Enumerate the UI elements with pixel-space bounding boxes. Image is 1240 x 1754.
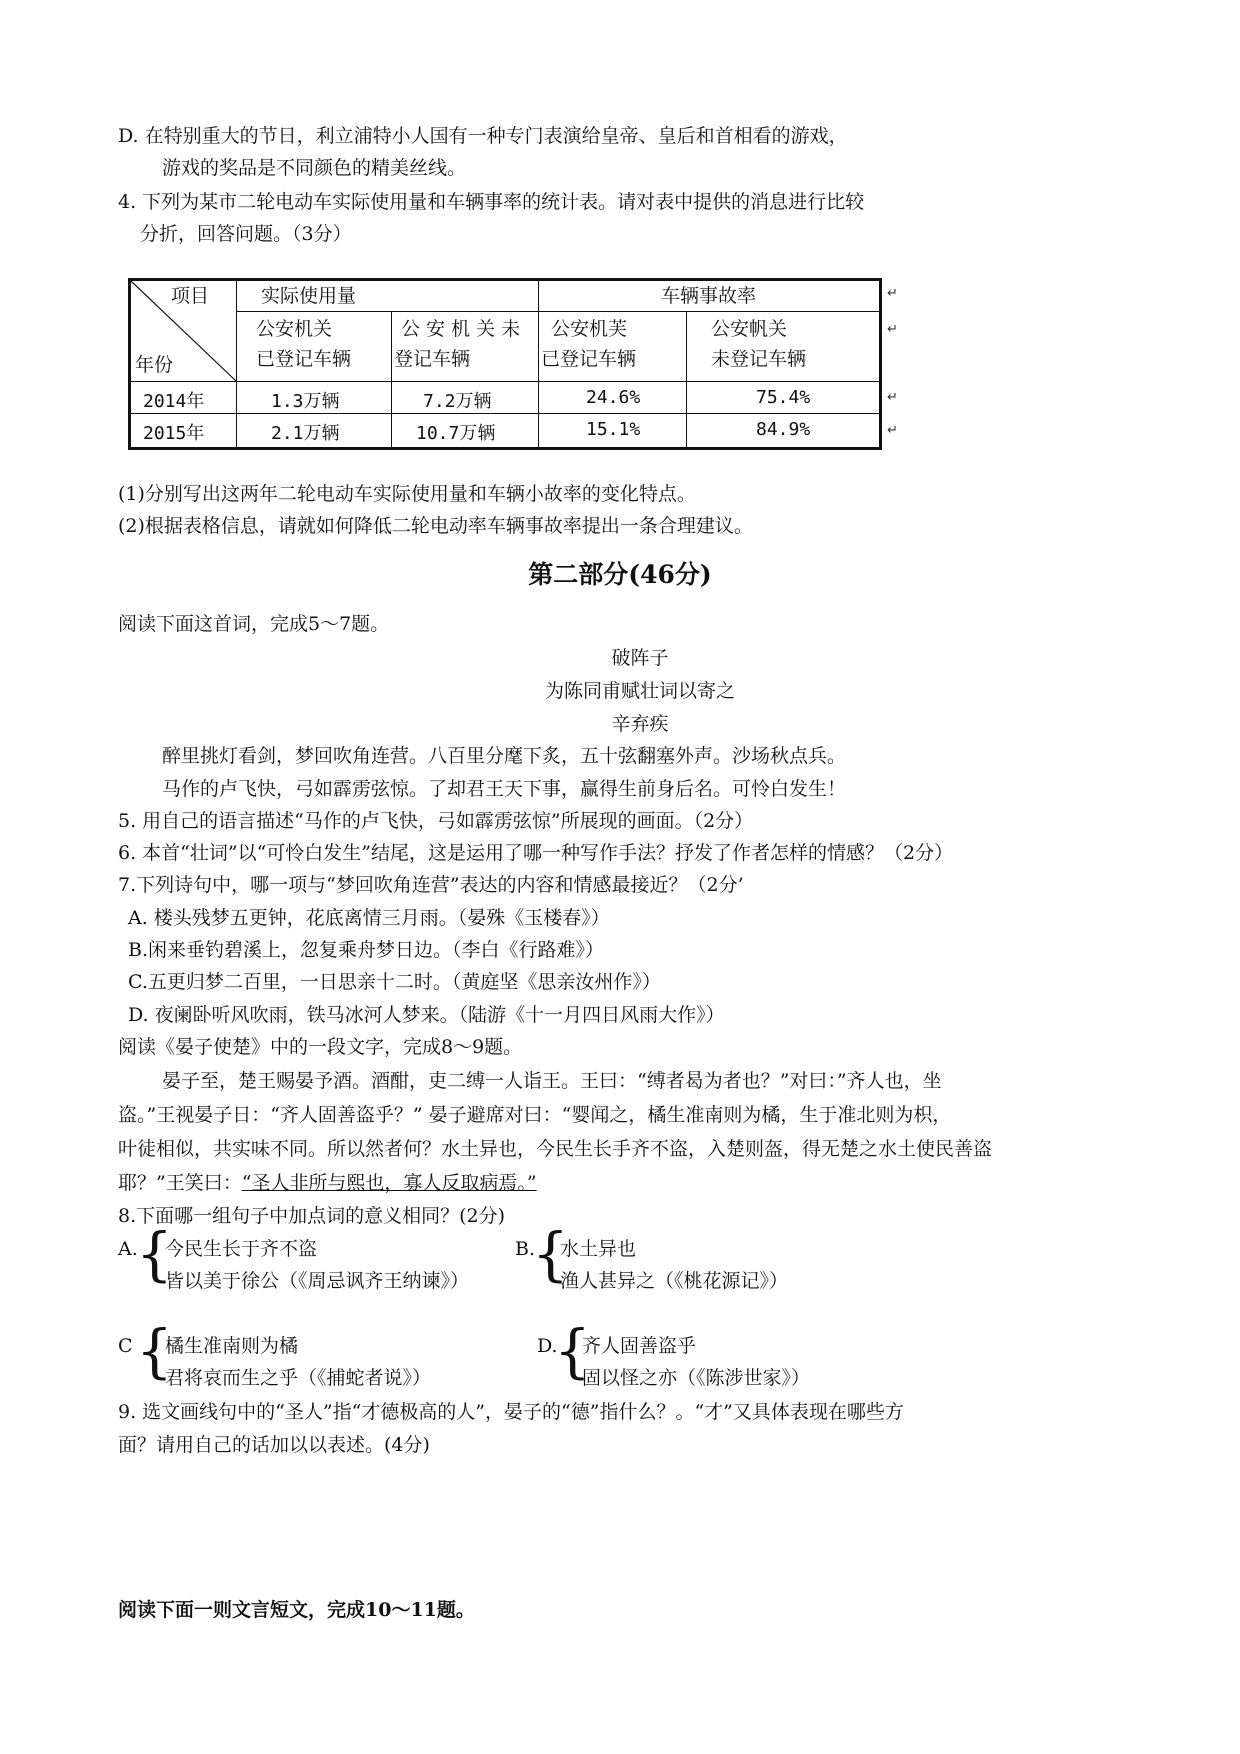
q7-option-d: D. 夜阑卧听风吹雨，铁马冰河人梦来。（陆游《十一月四日风雨大作》） — [128, 1004, 725, 1026]
q8-option-c-sentence1: 橘生准南则为橘 — [165, 1335, 299, 1357]
q8-option-b-sentence1: 水土异也 — [560, 1238, 637, 1260]
col4-header-line2: 未登记车辆 — [711, 348, 807, 370]
q7-option-b: B.闲来垂钓碧溪上，忽复乘舟梦日边。（李白《行路难》） — [128, 939, 605, 961]
q8-option-d-sentence2: 固以怪之亦（《陈涉世家》） — [582, 1367, 811, 1389]
row2-unregistered-usage: 10.7万辆 — [416, 423, 496, 444]
col1-header-line2: 已登记车辆 — [256, 348, 352, 370]
brace-icon: { — [136, 1220, 173, 1288]
row1-unregistered-rate: 75.4% — [756, 387, 811, 408]
q8-option-a-sentence1: 今民生长于齐不盗 — [165, 1238, 318, 1260]
q8-option-b-sentence2: 渔人甚异之（《桃花源记》） — [560, 1270, 789, 1292]
col2-header-line2: 登记车辆 — [394, 348, 471, 370]
q4-sub2: (2)根据表格信息，请就如何降低二轮电动率车辆事故率提出一条合理建议。 — [118, 515, 753, 537]
q3-option-d-line1: D. 在特别重大的节日，利立浦特小人国有一种专门表演给皇帝、皇后和首相看的游戏， — [118, 125, 848, 147]
q5: 5. 用自己的语言描述“马作的卢飞快，弓如霹雳弦惊”所展现的画面。（2分） — [118, 810, 754, 832]
poem-title: 破阵子 — [611, 647, 669, 669]
group-header-accident-rate: 车辆事故率 — [661, 285, 757, 307]
q8-option-b-label: B. — [515, 1238, 536, 1260]
brace-icon: { — [136, 1317, 173, 1385]
q8-option-d-sentence1: 齐人固善盗乎 — [582, 1335, 697, 1357]
poem-line1: 醉里挑灯看剑，梦回吹角连营。八百里分麾下炙，五十弦翻塞外声。沙场秋点兵。 — [162, 745, 847, 767]
q8-option-d-label: D. — [537, 1335, 558, 1357]
underlined-sentence: “圣人非所与熙也，寡人反取病焉。” — [241, 1172, 537, 1194]
corner-header-project: 项目 — [171, 285, 210, 307]
q3-option-d-line2: 游戏的奖品是不同颜色的精美丝线。 — [162, 157, 467, 179]
poem-author: 辛弃疾 — [611, 713, 669, 735]
q8-option-a-sentence2: 皆以美于徐公（《周忌讽齐王纳谏》） — [165, 1270, 470, 1292]
col1-header-line1: 公安机关 — [256, 318, 333, 340]
q7-option-c: C.五更归梦二百里，一日思亲十二时。（黄庭坚《思亲汝州作》） — [128, 971, 661, 993]
q4-sub1: (1)分别写出这两年二轮电动车实际使用量和车辆小故率的变化特点。 — [118, 483, 696, 505]
return-mark: ↵ — [887, 423, 898, 438]
row2-registered-usage: 2.1万辆 — [271, 423, 340, 444]
brace-icon: { — [532, 1220, 569, 1288]
poem-line2: 马作的卢飞快，弓如霹雳弦惊。了却君王天下事，赢得生前身后名。可怜白发生！ — [162, 778, 847, 800]
passage-line4-lead: 耶？”王笑曰： — [118, 1172, 242, 1194]
part-two-title: 第二部分(46分) — [528, 560, 712, 589]
passage-line1: 晏子至，楚王赐晏予酒。酒酣，吏二缚一人诣王。王曰：“缚者曷为者也？”对曰：”齐人也，坐 — [162, 1070, 942, 1092]
q4-stem-line2: 分折，回答问题。（3分） — [140, 223, 352, 245]
row1-unregistered-usage: 7.2万辆 — [423, 391, 492, 412]
col3-header-line2: 已登记车辆 — [541, 348, 637, 370]
col2-header-line1: 公 安 机 关 未 — [401, 318, 521, 340]
q4-stem-line1: 4. 下列为某市二轮电动车实际使用量和车辆事率的统计表。请对表中提供的消息进行比较 — [118, 191, 865, 213]
q6: 6. 本首“壮词”以“可怜白发生”结尾，这是运用了哪一种写作手法？抒发了作者怎样的情感？（2分） — [118, 842, 954, 864]
row2-registered-rate: 15.1% — [586, 419, 641, 440]
passage-intro: 阅读《晏子使楚》中的一段文字，完成8～9题。 — [118, 1036, 523, 1058]
poem-intro: 阅读下面这首词，完成5～7题。 — [118, 613, 390, 635]
return-mark: ↵ — [887, 390, 898, 405]
row2-unregistered-rate: 84.9% — [756, 419, 811, 440]
q9-line2: 面？请用自己的话加以以表述。(4分) — [118, 1434, 430, 1456]
group-header-usage: 实际使用量 — [261, 285, 357, 307]
q8: 8.下面哪一组句子中加点词的意义相同？(2分) — [118, 1205, 506, 1227]
passage-line2: 盗。”王视晏子日：“齐人固善盗乎？” 晏子避席对曰：“婴闻之，橘生准南则为橘，生于准北则为枳， — [118, 1104, 952, 1126]
brace-icon: { — [554, 1317, 591, 1385]
classical-text-intro: 阅读下面一则文言短文，完成10～11题。 — [118, 1599, 475, 1621]
corner-header-year: 年份 — [135, 354, 174, 376]
poem-subtitle: 为陈同甫赋壮词以寄之 — [544, 680, 735, 702]
row1-year: 2014年 — [143, 391, 205, 412]
row1-registered-rate: 24.6% — [586, 387, 641, 408]
q9-line1: 9. 选文画线句中的“圣人”指“才德极高的人”，晏子的“德”指什么？。“才”又具体表现在哪些方 — [118, 1401, 904, 1423]
q8-option-a-label: A. — [118, 1238, 138, 1260]
statistics-table — [128, 278, 882, 450]
q8-option-c-sentence2: 君将哀而生之乎（《捕蛇者说》） — [165, 1367, 432, 1389]
col4-header-line1: 公安帆关 — [711, 318, 788, 340]
row1-registered-usage: 1.3万辆 — [271, 391, 340, 412]
row2-year: 2015年 — [143, 423, 205, 444]
passage-line4 — [118, 1170, 537, 1196]
col3-header-line1: 公安机芙 — [551, 318, 628, 340]
return-mark: ↵ — [887, 322, 898, 337]
q8-option-c-label: C — [118, 1335, 133, 1357]
passage-line3: 叶徒相似，共实味不同。所以然者何？水土异也，今民生长手齐不盗，入楚则盔，得无楚之水土使民善盗 — [118, 1138, 993, 1160]
q7: 7.下列诗句中，哪一项与“梦回吹角连营”表达的内容和情感最接近？（2分’ — [118, 874, 744, 896]
q7-option-a: A. 楼头残梦五更钟，花底离情三月雨。（晏殊《玉楼春》） — [128, 907, 610, 929]
return-mark: ↵ — [887, 286, 898, 301]
